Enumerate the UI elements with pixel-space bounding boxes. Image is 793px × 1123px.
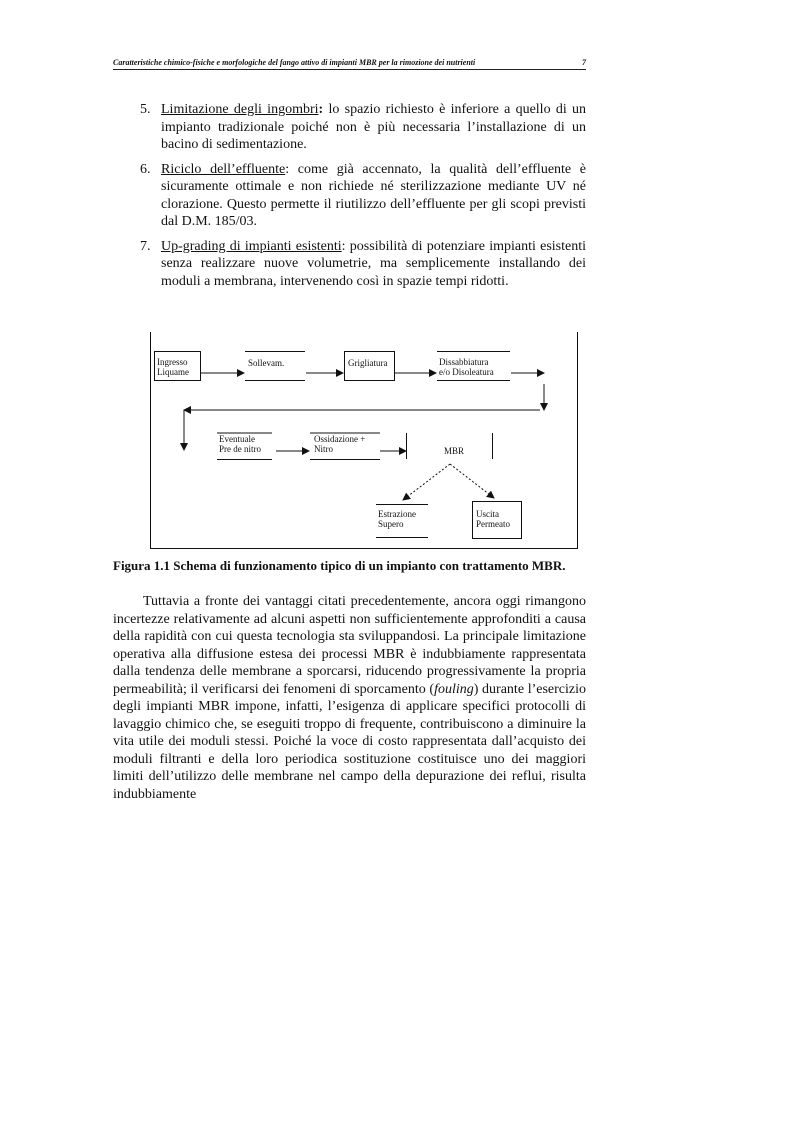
node-label: Nitro <box>314 444 333 454</box>
node-label: Estrazione <box>378 509 416 519</box>
node-mbr <box>444 446 464 456</box>
node-grigliatura <box>348 358 388 368</box>
header-rule <box>113 69 586 70</box>
node-label: Liquame <box>157 367 189 377</box>
list-item-separator: : <box>285 161 290 177</box>
node-label: Pre de nitro <box>219 444 261 454</box>
list-item <box>140 238 586 291</box>
list-item-text: lo spazio richiesto è inferiore a quello di un impianto tradizionale poiché non è più necessaria l’installazione di un bacino di sedimentazione. <box>161 102 586 152</box>
node-ossidazione-nitro <box>314 434 365 454</box>
list-item-text: come già accennato, la qualità dell’effluente è sicuramente ottimale e non richiede né sterilizzazione mediante UV né clorazione. Questo permette il riutilizzo dell’effluente per gli scopi previsti dal D.M. 185/03. <box>161 161 586 229</box>
paragraph-italic-term: fouling <box>434 681 474 697</box>
node-estrazione-supero <box>378 509 416 529</box>
list-number: 5. <box>140 102 151 117</box>
process-diagram <box>150 332 578 549</box>
node-sollevamento <box>248 358 284 368</box>
page-number: 7 <box>582 58 586 67</box>
node-label: Grigliatura <box>348 358 388 368</box>
node-label: Ossidazione + <box>314 434 366 444</box>
list-item-text: possibilità di potenziare impianti esistenti senza realizzare nuove volumetrie, ma semplicemente installando dei moduli a membrana, intervenendo così in spazie tempi ridotti. <box>161 238 586 289</box>
list-item-title: Limitazione degli ingombri <box>161 102 319 117</box>
list-item-title: Up-grading di impianti esistenti <box>161 238 342 254</box>
node-label: Dissabbiatura <box>439 357 489 367</box>
body-paragraph <box>113 593 586 803</box>
paragraph-text: ) durante l’esercizio degli impianti MBR impone, infatti, l’esigenza di applicare specifici protocolli di lavaggio chimico che, se eseguiti troppo di frequente, contribuiscono a diminuire la vita utile dei moduli stessi. Poiché la voce di costo rappresentata dall’acquisto dei moduli filtranti e della loro periodica sostituzione costituisce uno dei maggiori limiti dell’utilizzo delle membrane nel campo della depurazione dei reflui, risulta indubbiamente <box>113 681 586 802</box>
paragraph-text: Tuttavia a fronte dei vantaggi citati precedentemente, ancora oggi rimangono incertezze relativamente ad alcuni aspetti non sufficientemente approfonditi a causa della rapidità con cui questa tecnologia sta sviluppandosi. La principale limitazione operativa alla diffusione estesa dei processi MBR è indubbiamente rappresentata dalla tendenza delle membrane a sporcarsi, riducendo progressivamente la propria permeabilità; il verificarsi dei fenomeni di sporcamento ( <box>113 594 586 697</box>
list-number: 6. <box>140 161 151 177</box>
list-item-separator: : <box>318 102 324 117</box>
node-label: Eventuale <box>219 434 255 444</box>
list-item <box>140 161 586 231</box>
node-label: Uscita <box>476 509 499 519</box>
node-dissabbiatura <box>439 357 494 377</box>
list-item <box>140 101 586 154</box>
header-title: Caratteristiche chimico-fisiche e morfologiche del fango attivo di impianti MBR per la rimozione dei nutrienti <box>113 58 476 67</box>
list-number: 7. <box>140 238 151 254</box>
node-label: Permeato <box>476 519 510 529</box>
running-header <box>113 58 586 70</box>
node-label: MBR <box>444 446 465 456</box>
figure-caption: Figura 1.1 Schema di funzionamento tipico di un impianto con trattamento MBR. <box>113 558 566 573</box>
node-label: e/o Disoleatura <box>439 367 494 377</box>
advantages-list <box>140 101 586 297</box>
node-uscita-permeato <box>476 509 510 529</box>
list-item-title: Riciclo dell’effluente <box>161 161 286 177</box>
node-predenitro <box>219 434 261 454</box>
list-item-separator: : <box>341 238 346 254</box>
node-ingresso-liquame <box>157 357 189 377</box>
node-label: Sollevam. <box>248 358 285 368</box>
node-label: Supero <box>378 519 404 529</box>
node-label: Ingresso <box>157 357 188 367</box>
